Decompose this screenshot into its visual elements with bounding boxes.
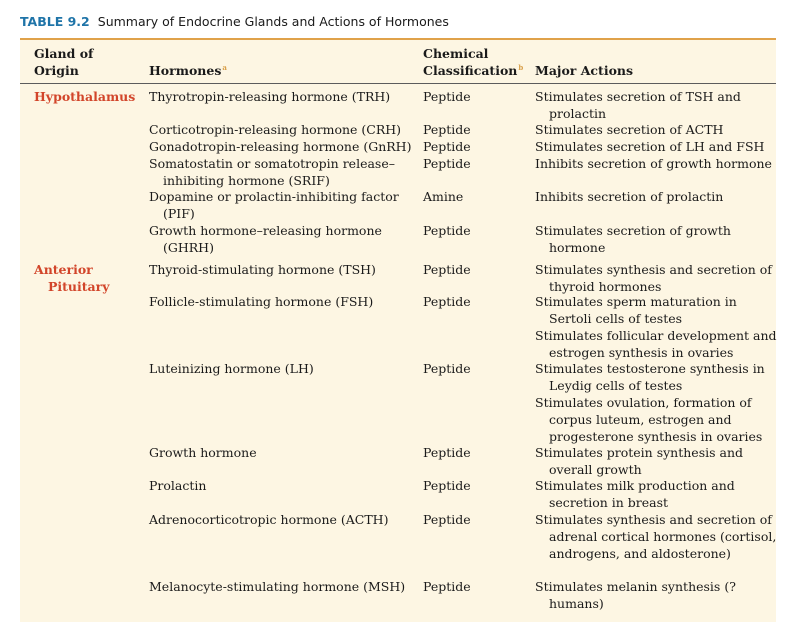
header-hormones: Hormones$^a$ (149, 62, 227, 78)
class-gnrh: Peptide (423, 139, 471, 154)
header-divider (20, 83, 776, 84)
table-title: Summary of Endocrine Glands and Actions of Hormones (97, 14, 449, 29)
action-tsh: Stimulates synthesis and secretion of thyroid hormones (535, 262, 772, 294)
class-fsh: Peptide (423, 294, 471, 309)
gland-hypothalamus: Hypothalamus (34, 89, 136, 104)
header-major-actions: Major Actions (535, 63, 634, 78)
header-chemical-classification: Chemical Classification$^b$ (423, 46, 524, 78)
hormone-gh: Growth hormone (149, 445, 257, 460)
hormone-tsh: Thyroid-stimulating hormone (TSH) (149, 262, 376, 277)
action-fsh-2: Stimulates follicular development and estrogen synthesis in ovaries (535, 328, 777, 360)
hormone-srif: Somatostatin or somatotropin release–inhibiting hormone (SRIF) (149, 156, 395, 188)
action-crh: Stimulates secretion of ACTH (535, 122, 724, 137)
action-msh: Stimulates melanin synthesis (? humans) (535, 579, 736, 611)
class-ghrh: Peptide (423, 223, 471, 238)
class-lh: Peptide (423, 361, 471, 376)
class-srif: Peptide (423, 156, 471, 171)
hormone-ghrh: Growth hormone–releasing hormone (GHRH) (149, 223, 382, 255)
table-number: TABLE 9.2 (20, 14, 90, 29)
action-srif: Inhibits secretion of growth hormone (535, 156, 772, 171)
class-crh: Peptide (423, 122, 471, 137)
hormone-fsh: Follicle-stimulating hormone (FSH) (149, 294, 374, 309)
hormone-prolactin: Prolactin (149, 478, 207, 493)
class-trh: Peptide (423, 89, 471, 104)
class-msh: Peptide (423, 579, 471, 594)
footnote-marker-b: b (518, 62, 524, 72)
class-pif: Amine (423, 189, 464, 204)
action-trh: Stimulates secretion of TSH and prolactin (535, 89, 741, 121)
action-lh-1: Stimulates testosterone synthesis in Leydig cells of testes (535, 361, 765, 393)
class-tsh: Peptide (423, 262, 471, 277)
hormone-pif: Dopamine or prolactin-inhibiting factor (PIF) (149, 189, 399, 221)
hormone-trh: Thyrotropin-releasing hormone (TRH) (149, 89, 391, 104)
hormone-acth: Adrenocorticotropic hormone (ACTH) (149, 512, 389, 527)
footnote-marker-a: a (222, 62, 227, 72)
hormone-crh: Corticotropin-releasing hormone (CRH) (149, 122, 402, 137)
hormone-lh: Luteinizing hormone (LH) (149, 361, 314, 376)
hormone-msh: Melanocyte-stimulating hormone (MSH) (149, 579, 406, 594)
header-gland: Gland of Origin (34, 46, 94, 78)
table-caption (20, 14, 449, 29)
class-gh: Peptide (423, 445, 471, 460)
action-gh: Stimulates protein synthesis and overall growth (535, 445, 743, 477)
hormone-gnrh: Gonadotropin-releasing hormone (GnRH) (149, 139, 412, 154)
action-fsh-1: Stimulates sperm maturation in Sertoli cells of testes (535, 294, 737, 326)
action-lh-2: Stimulates ovulation, formation of corpus luteum, estrogen and progesterone synthesis in ovaries (535, 395, 763, 444)
action-ghrh: Stimulates secretion of growth hormone (535, 223, 731, 255)
action-pif: Inhibits secretion of prolactin (535, 189, 724, 204)
action-prolactin: Stimulates milk production and secretion in breast (535, 478, 735, 510)
class-acth: Peptide (423, 512, 471, 527)
action-acth: Stimulates synthesis and secretion of adrenal cortical hormones (cortisol, androgens, and aldosterone) (535, 512, 777, 561)
class-prolactin: Peptide (423, 478, 471, 493)
gland-anterior-pituitary: Anterior Pituitary (34, 262, 110, 294)
action-gnrh: Stimulates secretion of LH and FSH (535, 139, 765, 154)
